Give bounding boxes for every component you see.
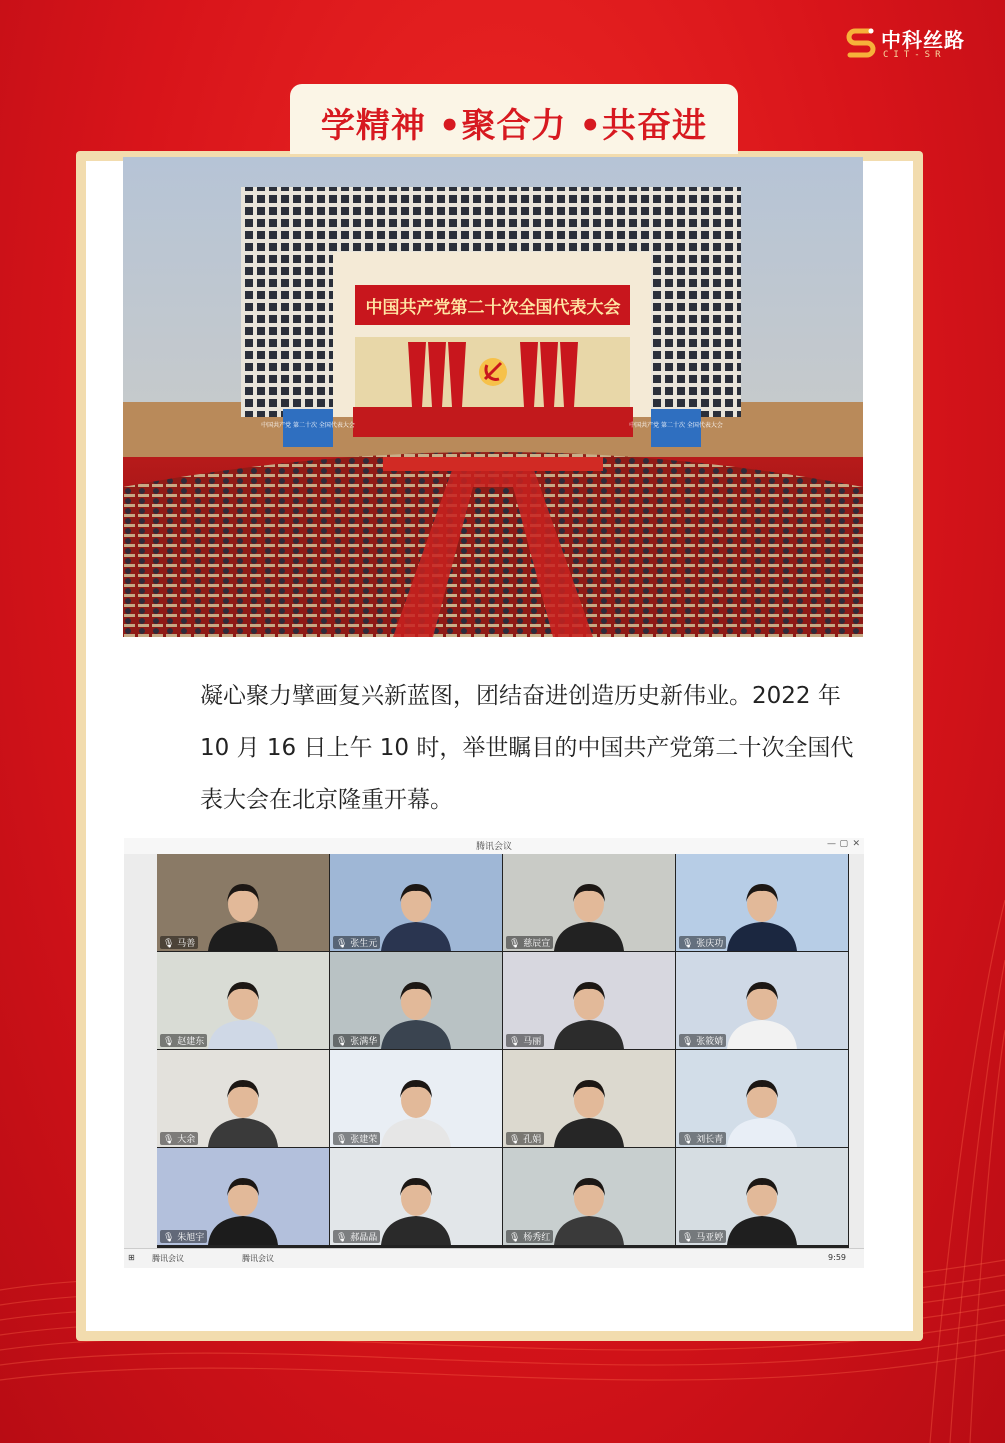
participant-tile[interactable] bbox=[503, 1050, 675, 1147]
participant-avatar bbox=[203, 974, 283, 1049]
participant-avatar bbox=[203, 1170, 283, 1245]
participant-avatar bbox=[549, 974, 629, 1049]
participant-tile[interactable] bbox=[330, 854, 502, 951]
participant-tile[interactable] bbox=[157, 952, 329, 1049]
participant-avatar bbox=[549, 1072, 629, 1147]
hall-banner: 中国共产党第二十次全国代表大会 bbox=[365, 298, 621, 318]
participant-avatar bbox=[722, 974, 802, 1049]
participant-name: 🎙 马丽 bbox=[506, 1034, 544, 1047]
participant-avatar bbox=[722, 1072, 802, 1147]
minimize-icon[interactable]: — bbox=[827, 839, 836, 849]
participant-tile[interactable] bbox=[330, 952, 502, 1049]
meeting-right-panel bbox=[849, 854, 864, 1248]
close-icon[interactable]: ✕ bbox=[852, 839, 860, 849]
participant-name: 🎙 赵建东 bbox=[160, 1034, 207, 1047]
participant-avatar bbox=[549, 1170, 629, 1245]
party-emblem-icon bbox=[479, 358, 507, 386]
video-meeting-screenshot bbox=[124, 838, 864, 1268]
participant-name: 🎙 刘长青 bbox=[679, 1132, 726, 1145]
header-tab bbox=[290, 84, 738, 154]
participant-tile[interactable] bbox=[330, 1050, 502, 1147]
taskbar-item-meeting-1[interactable]: 腾讯会议 bbox=[152, 1254, 184, 1263]
participant-tile[interactable] bbox=[157, 1148, 329, 1245]
brand-name-cn: 中科丝路 bbox=[881, 28, 965, 52]
participant-name: 🎙 孔娟 bbox=[506, 1132, 544, 1145]
participant-tile[interactable] bbox=[503, 1148, 675, 1245]
maximize-icon[interactable]: ▢ bbox=[839, 839, 848, 849]
participant-name: 🎙 朱旭宇 bbox=[160, 1230, 207, 1243]
svg-text:中国共产党 第二十次 全国代表大会: 中国共产党 第二十次 全国代表大会 bbox=[629, 422, 723, 429]
participant-name: 🎙 大余 bbox=[160, 1132, 198, 1145]
congress-hall-photo bbox=[123, 157, 863, 637]
start-icon[interactable]: ⊞ bbox=[128, 1253, 135, 1262]
participant-avatar bbox=[203, 876, 283, 951]
svg-text:中国共产党 第二十次 全国代表大会: 中国共产党 第二十次 全国代表大会 bbox=[261, 422, 355, 429]
participant-tile[interactable] bbox=[157, 1050, 329, 1147]
participant-tile[interactable] bbox=[676, 1050, 848, 1147]
taskbar-clock: 9:59 bbox=[828, 1253, 846, 1262]
participant-name: 🎙 马亚婷 bbox=[679, 1230, 726, 1243]
participant-name: 🎙 张生元 bbox=[333, 936, 380, 949]
participant-name: 🎙 杨秀红 bbox=[506, 1230, 553, 1243]
participant-name: 🎙 张庆功 bbox=[679, 936, 726, 949]
meeting-left-panel bbox=[124, 854, 157, 1248]
meeting-app-title: 腾讯会议 bbox=[475, 842, 512, 852]
participant-tile[interactable] bbox=[157, 854, 329, 951]
participant-tile[interactable] bbox=[676, 952, 848, 1049]
participant-tile[interactable] bbox=[503, 952, 675, 1049]
taskbar-item-meeting-2[interactable]: 腾讯会议 bbox=[242, 1254, 274, 1263]
brand-name-en: CIT-SR bbox=[883, 50, 946, 60]
logo-mark-icon bbox=[845, 26, 877, 58]
participant-avatar bbox=[376, 974, 456, 1049]
participant-avatar bbox=[376, 1170, 456, 1245]
participant-name: 🎙 慈辰宣 bbox=[506, 936, 553, 949]
participant-tile[interactable] bbox=[676, 854, 848, 951]
participant-tile[interactable] bbox=[676, 1148, 848, 1245]
participant-grid bbox=[157, 854, 849, 1248]
participant-avatar bbox=[549, 876, 629, 951]
participant-tile[interactable] bbox=[503, 854, 675, 951]
participant-name: 🎙 张筱婧 bbox=[679, 1034, 726, 1047]
participant-avatar bbox=[722, 1170, 802, 1245]
participant-name: 🎙 张建荣 bbox=[333, 1132, 380, 1145]
participant-name: 🎙 张满华 bbox=[333, 1034, 380, 1047]
congress-hall-illustration bbox=[123, 157, 863, 637]
participant-name: 🎙 马善 bbox=[160, 936, 198, 949]
participant-avatar bbox=[203, 1072, 283, 1147]
windows-taskbar bbox=[124, 1248, 864, 1268]
article-paragraph: 凝心聚力擘画复兴新蓝图，团结奋进创造历史新伟业。2022 年 10 月 16 日上午 10 时，举世瞩目的中国共产党第二十次全国代表大会在北京隆重开幕。 bbox=[200, 683, 854, 813]
participant-tile[interactable] bbox=[330, 1148, 502, 1245]
brand-logo bbox=[845, 24, 985, 64]
page-title: 学精神 •聚合力 •共奋进 bbox=[320, 106, 708, 146]
participant-avatar bbox=[722, 876, 802, 951]
meeting-titlebar bbox=[124, 838, 864, 855]
article-body bbox=[148, 670, 864, 826]
participant-avatar bbox=[376, 876, 456, 951]
participant-avatar bbox=[376, 1072, 456, 1147]
participant-name: 🎙 郝晶晶 bbox=[333, 1230, 380, 1243]
